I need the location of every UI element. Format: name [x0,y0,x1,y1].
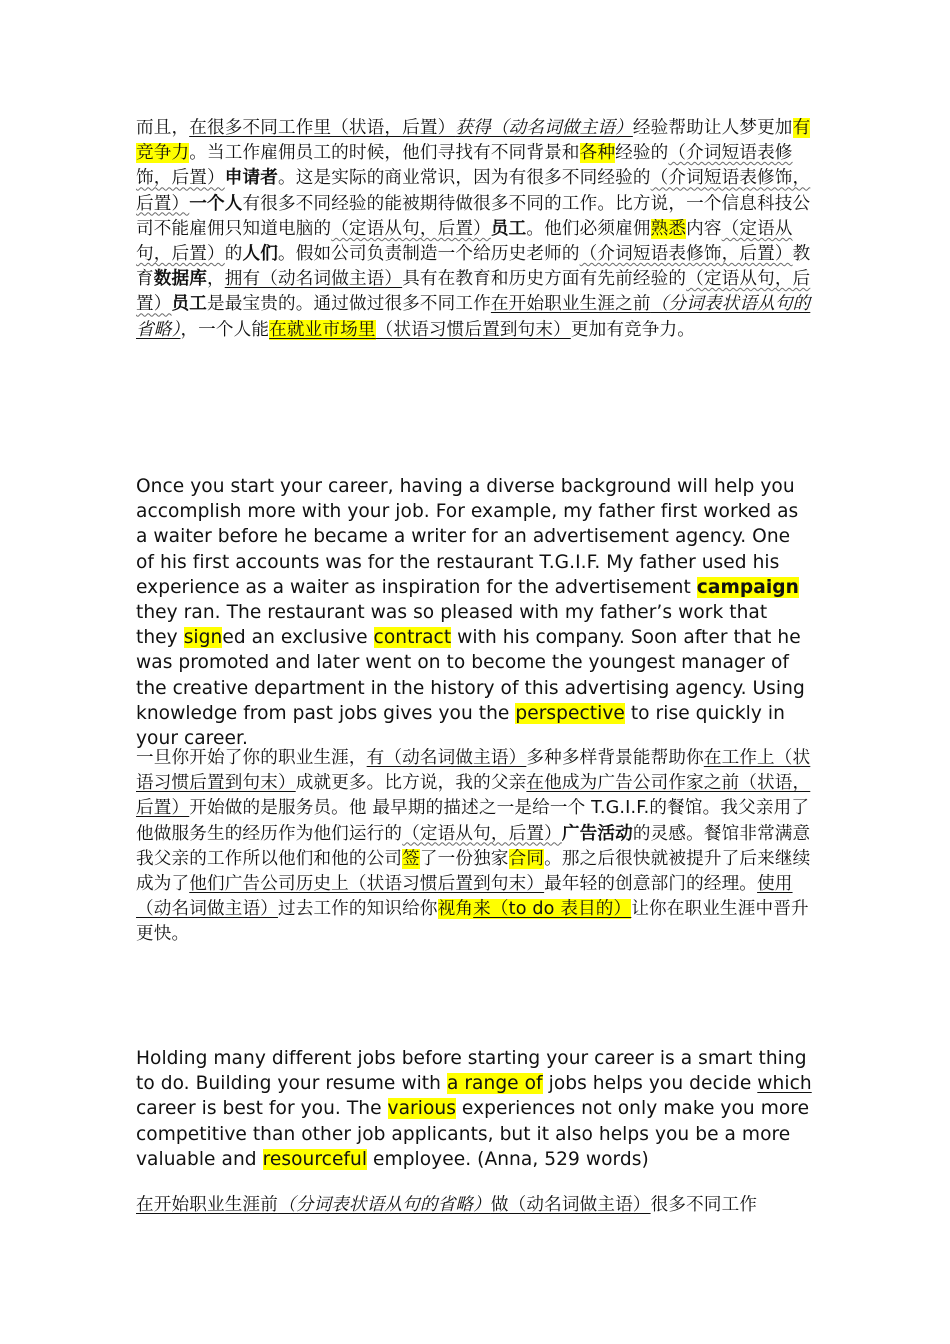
text-run: 。他们必须雇佣 [526,218,651,239]
highlighted-text: 在就业市场里 [269,319,376,340]
annotated-text: （定语从句，后置） [136,269,811,315]
highlighted-text: resourceful [262,1148,368,1170]
text-run: 。当工作雇佣员工的时候，他们寻找有不同背景和 [189,143,580,164]
text-run: 很多不同工作 [650,1195,758,1215]
text-run: 而且， [136,118,190,138]
text-run: 的灵感。餐馆非常满意我父亲的工作所以他们和他的公司 [136,823,811,869]
text-run: 员工 [171,294,207,315]
paragraph-chinese-1 [136,116,812,343]
text-run: 内容 [686,218,722,239]
text-run: to rise quickly in your career. [136,702,785,750]
annotated-text: （分词表状语从句的省略） [277,1195,491,1215]
text-run: 让你在职业生涯中晋升更快。 [136,899,809,945]
text-run: 成就更多。比方说，我的父亲 [295,773,527,794]
highlighted-text: 签 [402,848,420,869]
annotated-text: （定语从句，后置） [331,218,491,239]
text-run: Once you start your career, having a diverse background will help you accomplish more with your job. For example, my father first worked as a waiter before he became a writer for an advertisement agency. One of his first accounts was for the restaurant T.G.I.F. My father used his experience as a waiter as inspiration for the advertisement [136,476,799,598]
text-run: 有很多不同经验的能被期待做很多不同的工作。比方说，一个信息科技公司不能雇佣只知道电脑的 [136,193,811,239]
highlighted-text: perspective [515,702,625,724]
annotated-text: （介词短语表修饰，后置） [136,143,793,189]
text-run: 多种多样背景能帮助你 [526,748,704,768]
annotated-text: 他们广告公司历史上（状语习惯后置到句末） [189,874,545,895]
annotated-text: （介词短语表修饰，后置） [136,168,811,214]
paragraph-english-4 [136,1046,812,1172]
annotated-text: 使用（动名词做主语） [136,874,793,920]
highlighted-text: campaign [696,576,799,598]
text-run: 。假如公司负责制造一个给历史老师的 [277,244,580,265]
paragraph-chinese-3 [136,746,812,948]
highlighted-text: sign [183,627,223,649]
annotated-text: （介词短语表修饰，后置） [579,244,793,265]
highlighted-text: contract [373,627,452,649]
annotated-text: 获得（动名词做主语） [455,118,633,138]
text-run: career is best for you. The [136,1098,388,1120]
annotated-text: 做（动名词做主语） [490,1195,651,1215]
annotated-text: 在工作上（状语习惯后置到句末） [136,748,811,794]
annotated-text: 有（动名词做主语） [366,748,527,768]
text-run: 。这是实际的商业常识，因为有很多不同经验的 [277,168,651,189]
annotated-text: 在开始职业生涯前 [136,1195,278,1215]
text-run: 具有在教育和历史方面有先前经验的 [402,269,687,290]
highlighted-text: 各种 [579,143,616,164]
text-run: 经验的 [615,143,669,164]
text-run: 人们 [242,244,278,265]
text-run: 一旦你开始了你的职业生涯， [136,748,367,768]
highlighted-text: 有竞争力 [136,118,811,164]
text-run: experiences not only make you more competitive than other job applicants, but it also helps you be a more valuable and [136,1098,810,1170]
text-run: 员工 [490,218,527,239]
text-run: 一个人 [189,193,243,214]
text-run: 了一份独家 [419,848,509,869]
highlighted-text: 来（to do 表目的） [473,899,632,920]
annotated-text: 在很多不同工作里（状语，后置） [189,118,456,138]
annotated-text: which [757,1073,812,1095]
text-run: 数据库 [153,269,207,290]
text-run: 广告活动 [561,823,633,844]
text-run: with his company. Soon after that he was promoted and later went on to become the youngest manager of the creative department in the history of this advertising agency. Using knowledge from past jobs gives you the [136,627,805,724]
text-run: 。那之后很快就被提升了后来继续成为了 [136,848,811,895]
highlighted-text: 合同 [508,848,545,869]
text-run: 是最宝贵的。通过做过很多不同工作 [207,294,491,315]
paragraph-chinese-5 [136,1193,812,1218]
annotated-text: 在开始职业生涯之前 [490,294,651,315]
annotated-text: 在他成为广告公司作家之前（状语，后置） [136,773,811,819]
text-run: ，一个人能 [180,319,270,340]
highlighted-text: a range of [446,1073,543,1095]
annotated-text: （分词表状语从句的省略） [136,294,811,340]
highlighted-text: various [387,1098,456,1120]
text-run: Holding many different jobs before starting your career is a smart thing to do. Building your resume with [136,1048,807,1095]
paragraph-english-2 [136,474,812,751]
text-run: 申请者 [224,168,278,189]
text-run: 过去工作的知识给你 [277,899,438,920]
text-run: 经验帮助让人梦更加 [632,118,793,138]
text-run: 开始做的是服务员。他 最早期的描述之一是给一个 T.G.I.F.的餐馆。我父亲用了他做服务生的经历作为他们运行的 [136,798,810,844]
highlighted-text: 熟悉 [650,218,687,239]
text-run: jobs helps you decide [542,1073,758,1095]
text-run: 的 [224,244,243,265]
highlighted-text: 视角 [437,899,474,920]
text-run: 最年轻的创意部门的经理。 [544,874,758,895]
annotated-text: 拥有（动名词做主语） [224,269,403,290]
text-run: 更加有竞争力。 [570,319,696,340]
text-run: 教育 [136,244,811,290]
text-run: employee. (Anna, 529 words) [367,1148,649,1170]
text-run: ed an exclusive [222,627,374,649]
annotated-text: （状语习惯后置到句末） [375,319,571,340]
text-run: ， [206,269,225,290]
annotated-text: （定语从句，后置） [136,218,793,265]
text-run: they ran. The restaurant was so pleased with my father’s work that they [136,602,768,649]
annotated-text: （定语从句，后置） [402,823,562,844]
